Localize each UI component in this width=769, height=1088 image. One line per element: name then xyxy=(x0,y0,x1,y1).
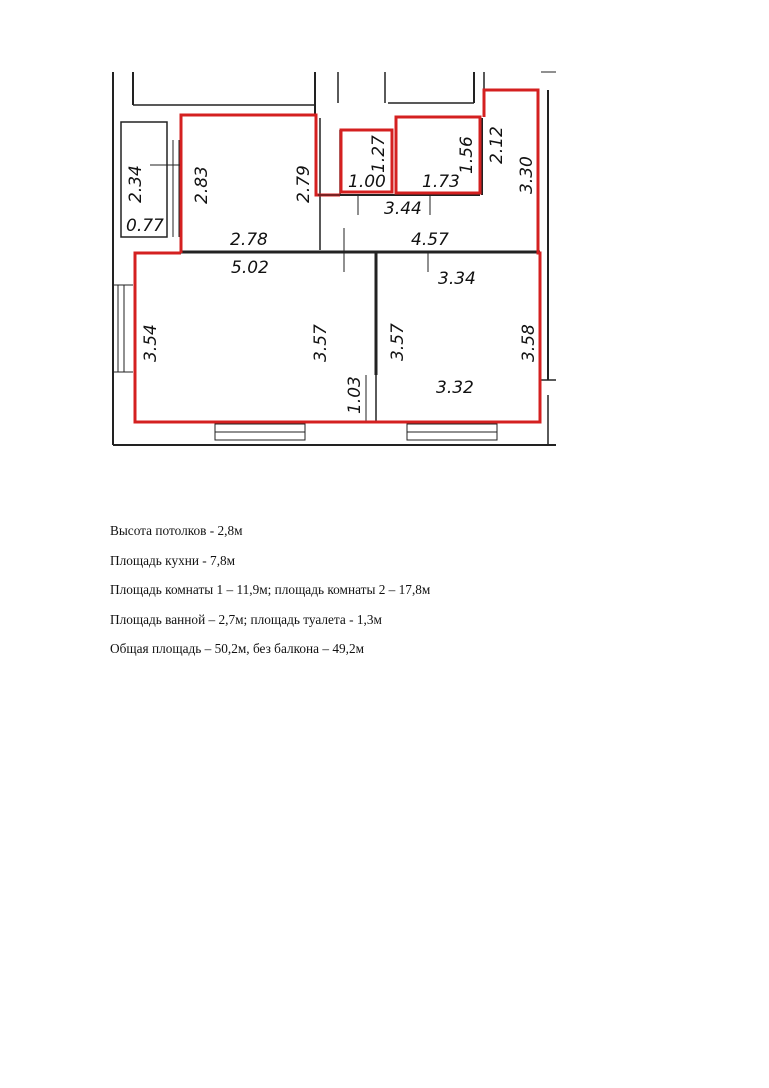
dim-room2-height-right: 3.58 xyxy=(519,324,539,362)
note-total-area: Общая площадь – 50,2м, без балкона – 49,2м xyxy=(110,641,365,656)
note-bath-toilet-area: Площадь ванной – 2,7м; площадь туалета - 1,3м xyxy=(110,611,382,627)
note-ceiling-height: Высота потолков - 2,8м xyxy=(110,523,243,538)
apartment-notes xyxy=(110,522,670,670)
dim-room1-width: 5.02 xyxy=(231,258,269,278)
dim-room1-height-right: 3.57 xyxy=(311,324,331,362)
dim-hall-height: 3.30 xyxy=(517,156,537,194)
dim-corridor-width: 3.44 xyxy=(384,199,422,219)
dim-kitchen-height-right: 2.79 xyxy=(294,165,314,203)
dim-room2-width-bottom: 3.32 xyxy=(436,378,474,398)
dim-room1-door: 1.03 xyxy=(345,376,365,414)
dim-bath-width: 1.73 xyxy=(422,172,460,192)
dim-toilet-height: 1.27 xyxy=(369,135,389,173)
dim-room2-width-top: 3.34 xyxy=(438,269,476,289)
dim-balcony-height: 2.34 xyxy=(126,165,146,203)
dim-hall-width: 4.57 xyxy=(411,230,449,250)
dim-bath-height: 1.56 xyxy=(457,136,477,174)
dim-kitchen-width: 2.78 xyxy=(230,230,268,250)
note-rooms-area: Площадь комнаты 1 – 11,9м; площадь комнаты 2 – 17,8м xyxy=(110,582,431,597)
dim-balcony-width: 0.77 xyxy=(126,216,164,236)
apartment-outline xyxy=(135,90,540,422)
dim-room2-height-left: 3.57 xyxy=(388,323,408,361)
floor-plan xyxy=(0,0,769,460)
note-kitchen-area: Площадь кухни - 7,8м xyxy=(110,552,236,568)
dim-kitchen-height: 2.83 xyxy=(192,166,212,204)
dim-toilet-width: 1.00 xyxy=(348,172,386,192)
dim-room1-height-left: 3.54 xyxy=(141,324,161,362)
dim-entry-height: 2.12 xyxy=(487,126,507,164)
